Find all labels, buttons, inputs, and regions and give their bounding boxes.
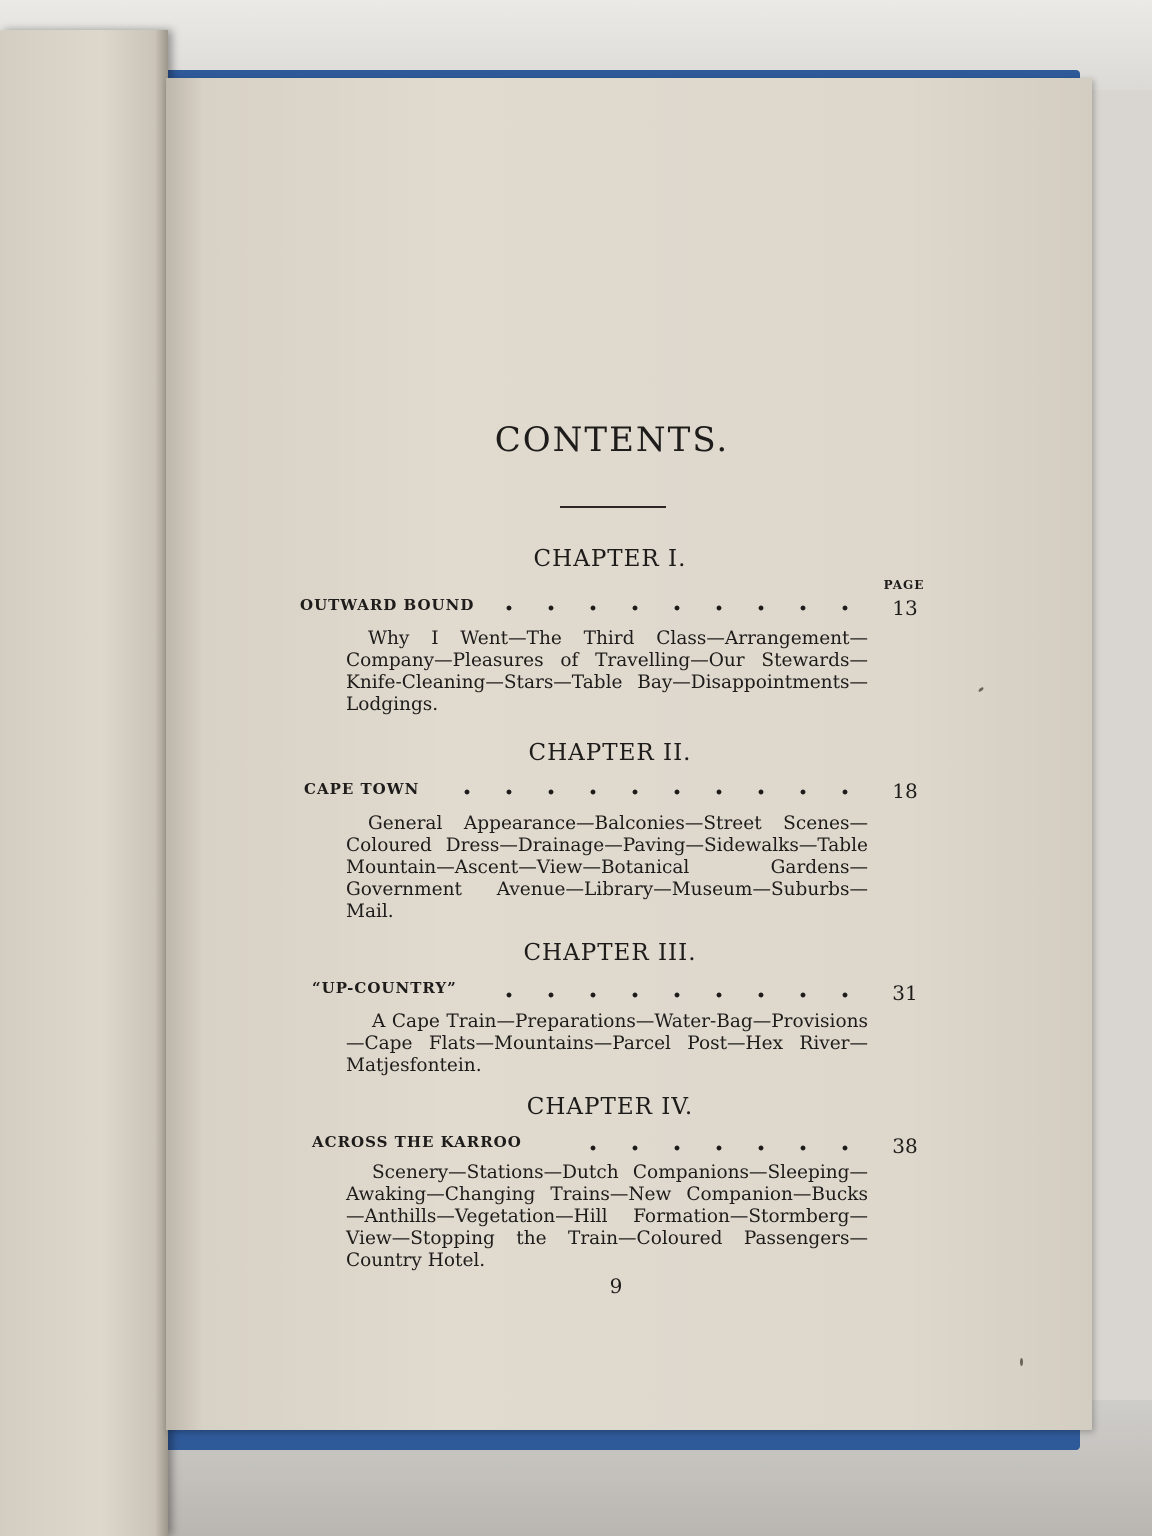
chapter-summary: A Cape Train—Preparations—Water-Bag—Provisions—Cape Flats—Mountains—Parcel Post—Hex River—Matjesfontein. (346, 1011, 868, 1076)
chapter-title: OUTWARD BOUND (300, 596, 475, 614)
paper-speck (978, 686, 985, 692)
dot-leaders (560, 1138, 866, 1158)
chapter-heading: CHAPTER II. (528, 740, 692, 766)
chapter-heading: CHAPTER IV. (526, 1094, 694, 1120)
chapter-heading: CHAPTER III. (523, 940, 697, 966)
paper-speck (1020, 1358, 1023, 1366)
dot-leaders (504, 598, 866, 618)
page-number: 31 (892, 981, 918, 1005)
chapter-title: CAPE TOWN (304, 780, 420, 798)
page-folio: 9 (609, 1274, 623, 1298)
page-column-label: PAGE (883, 578, 925, 592)
chapter-summary: General Appearance—Balconies—Street Scenes—Coloured Dress—Drainage—Paving—Sidewalks—Table Mountain—Ascent—View—Botanical Gardens—Government Avenue—Library—Museum—Suburbs—Mail. (346, 813, 868, 922)
page-number: 13 (892, 596, 918, 620)
title-rule (560, 506, 666, 508)
page-number: 38 (892, 1134, 918, 1158)
page-number: 18 (892, 779, 918, 803)
dot-leaders (490, 985, 866, 1005)
chapter-title: “UP-COUNTRY” (312, 979, 457, 997)
chapter-summary: Why I Went—The Third Class—Arrangement—Company—Pleasures of Travelling—Our Stewards—Knife-Cleaning—Stars—Table Bay—Disappointments—Lodgings. (346, 628, 868, 715)
dot-leaders (448, 782, 866, 802)
page-title: CONTENTS. (494, 420, 730, 460)
chapter-title: ACROSS THE KARROO (312, 1133, 522, 1151)
chapter-heading: CHAPTER I. (533, 546, 687, 572)
chapter-summary: Scenery—Stations—Dutch Companions—Sleeping—Awaking—Changing Trains—New Companion—Bucks—Anthills—Vegetation—Hill Formation—Stormberg—View—Stopping the Train—Coloured Passengers—Country Hotel. (346, 1162, 868, 1271)
